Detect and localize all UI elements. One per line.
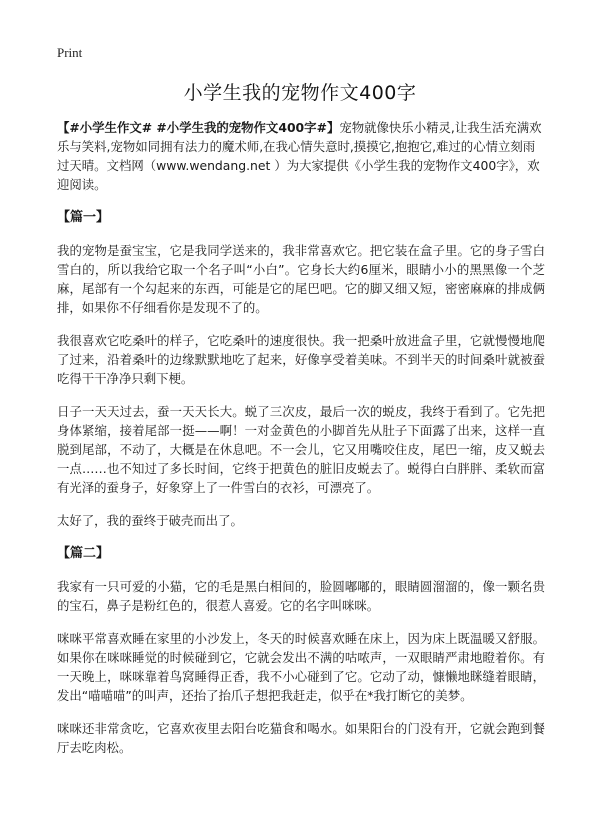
intro-tag: 【#小学生作文# #小学生我的宠物作文400字#】	[57, 120, 340, 135]
intro-paragraph	[57, 118, 545, 194]
paragraph: 我家有一只可爱的小猫，它的毛是黑白相间的，脸圆嘟嘟的，眼睛圆溜溜的，像一颗名贵的宝石，鼻子是粉红色的，很惹人喜爱。它的名字叫咪咪。	[57, 579, 545, 613]
intro-text: 宠物就像快乐小精灵,让我生活充满欢乐与笑料,宠物如同拥有法力的魔术师,在我心情失意时,摸摸它,抱抱它,难过的心情立刻雨过天晴。文档网（www.wendang.net ）为大家提供《小学生我的宠物作文400字》，欢迎阅读。	[57, 120, 542, 192]
paragraph: 日子一天天过去，蚕一天天长大。蜕了三次皮，最后一次的蜕皮，我终于看到了。它先把身体紧缩，接着尾部一挺——啊！一对金黄色的小脚首先从肚子下面露了出来，这样一直脱到尾部，不动了，大概是在休息吧。不一会儿，它又用嘴咬住皮，尾巴一缩，皮又蜕去一点……也不知过了多长时间，它终于把黄色的脏旧皮蜕去了。蜕得白白胖胖、柔软而富有光泽的蚕身子，好象穿上了一件雪白的衣衫，可漂亮了。	[57, 404, 545, 495]
paragraph: 咪咪还非常贪吃，它喜欢夜里去阳台吃猫食和喝水。如果阳台的门没有开，它就会跑到餐厅去吃肉松。	[57, 721, 545, 755]
section-heading-2: 【篇二】	[57, 546, 110, 561]
page-title: 小学生我的宠物作文400字	[183, 82, 417, 104]
print-link[interactable]: Print	[57, 45, 83, 60]
article-body	[57, 118, 545, 771]
paragraph: 太好了，我的蚕终于破壳而出了。	[57, 513, 243, 528]
paragraph: 咪咪平常喜欢睡在家里的小沙发上，冬天的时候喜欢睡在床上，因为床上既温暖又舒服。如果你在咪咪睡觉的时候碰到它，它就会发出不满的咕哝声，一双眼睛严肃地瞪着你。有一天晚上，咪咪靠着鸟窝睡得正香，我不小心碰到了它。它动了动，慷懒地眯缝着眼睛，发出“喵喵喵”的叫声，还抬了抬爪子想把我赶走，似乎在*我打断它的美梦。	[57, 631, 545, 703]
paragraph: 我很喜欢它吃桑叶的样子，它吃桑叶的速度很快。我一把桑叶放进盒子里，它就慢慢地爬了过来，沿着桑叶的边缘默默地吃了起来，好像享受着美味。不到半天的时间桑叶就被蚕吃得干干净净只剩下梗。	[57, 333, 545, 386]
section-heading-1: 【篇一】	[57, 210, 110, 225]
paragraph: 我的宠物是蚕宝宝，它是我同学送来的，我非常喜欢它。把它装在盒子里。它的身子雪白雪白的，所以我给它取一个名子叫“小白”。它身长大约6厘米，眼睛小小的黑黑像一个芝麻，尾部有一个勾起来的东西，可能是它的尾巴吧。它的脚又细又短，密密麻麻的排成俩排，如果你不仔细看你是发现不了的。	[57, 243, 545, 315]
